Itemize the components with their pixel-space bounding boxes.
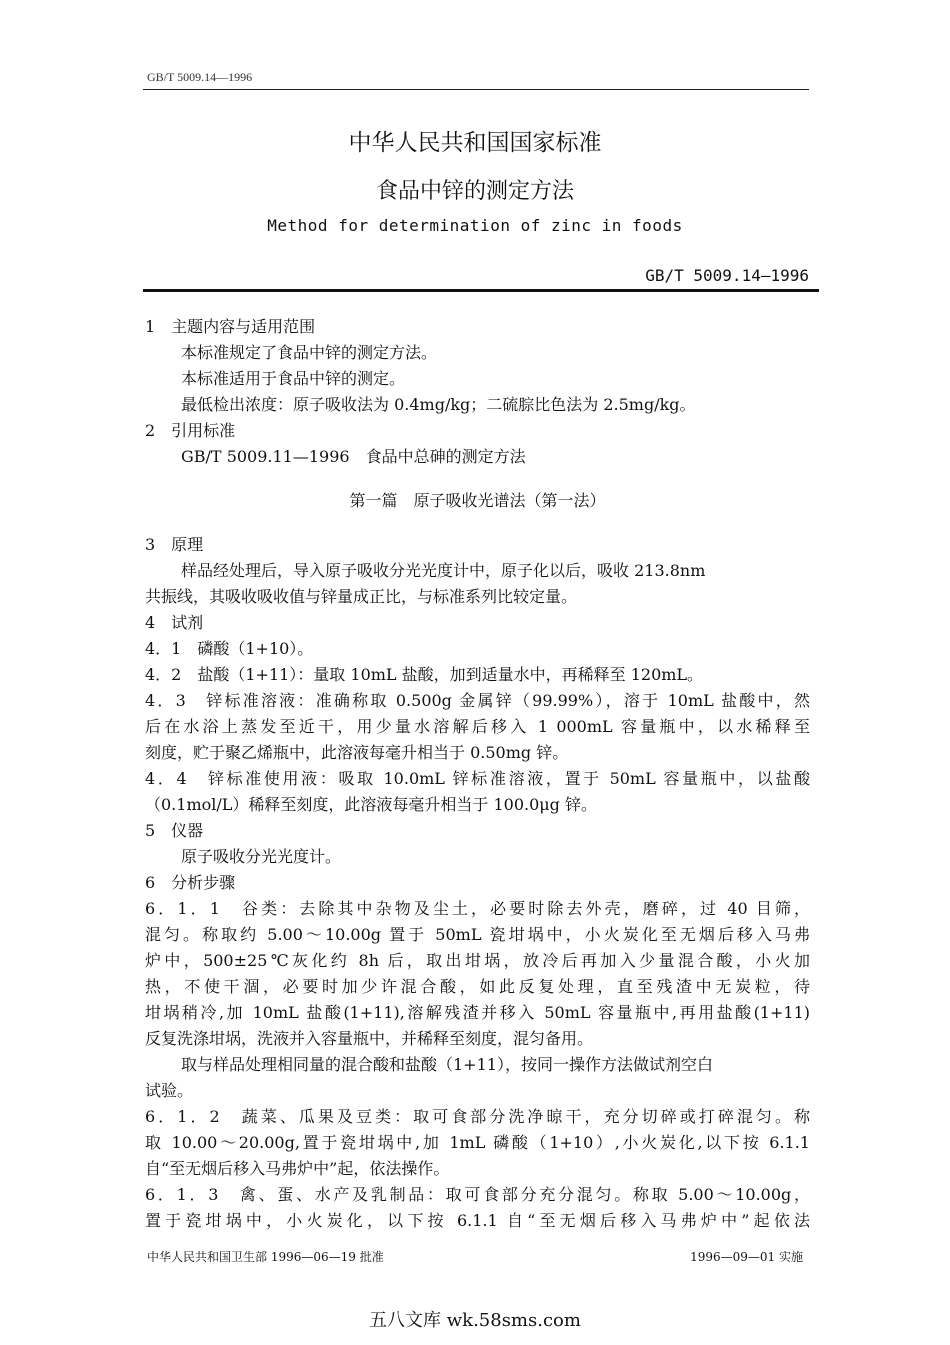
section-heading: 5 仪器 xyxy=(145,821,204,840)
clause-line: 取 10.00～20.00g,置于瓷坩埚中,加 1mL 磷酸（1+10）,小火炭化,以下按 6.1.1 xyxy=(145,1133,810,1152)
standard-number: GB/T 5009.14—1996 xyxy=(645,266,809,285)
clause-line: 置于瓷坩埚中，小火炭化，以下按 6.1.1 自“至无烟后移入马弗炉中”起依法 xyxy=(145,1211,810,1230)
clause-line: 6．1．2 蔬菜、瓜果及豆类：取可食部分洗净晾干，充分切碎或打碎混匀。称 xyxy=(145,1107,810,1126)
document-subtitle: 食品中锌的测定方法 xyxy=(375,179,574,204)
paragraph-line: 本标准规定了食品中锌的测定方法。 xyxy=(181,343,438,362)
clause-line: 混匀。称取约 5.00～10.00g 置于 50mL 瓷坩埚中，小火炭化至无烟后移入马弗 xyxy=(145,925,810,944)
section-heading: 4 试剂 xyxy=(145,613,204,632)
clause-line: 6．1．1 谷类：去除其中杂物及尘土，必要时除去外壳，磨碎，过 40 目筛， xyxy=(145,899,810,918)
clause-line: 炉中，500±25℃灰化约 8h 后，取出坩埚，放冷后再加入少量混合酸，小火加 xyxy=(145,951,810,970)
clause-line: 后在水浴上蒸发至近干，用少量水溶解后移入 1 000mL 容量瓶中，以水稀释至 xyxy=(145,717,810,736)
part-heading: 第一篇 原子吸收光谱法（第一法） xyxy=(349,491,606,510)
clause-line: 刻度，贮于聚乙烯瓶中，此溶液每毫升相当于 0.50mg 锌。 xyxy=(145,743,569,762)
clause-line: 4．4 锌标准使用液：吸取 10.0mL 锌标准溶液，置于 50mL 容量瓶中，以盐酸 xyxy=(145,769,810,788)
document-body xyxy=(145,314,810,1234)
header-rule xyxy=(143,89,809,90)
header-standard-code: GB/T 5009.14—1996 xyxy=(147,70,253,84)
document-english-title: Method for determination of zinc in foods xyxy=(267,216,683,235)
paragraph-line: 试验。 xyxy=(145,1081,194,1100)
clause-line: 热，不使干涸，必要时加少许混合酸，如此反复处理，直至残渣中无炭粒，待 xyxy=(145,977,810,996)
clause-line: 4．3 锌标准溶液：准确称取 0.500g 金属锌（99.99%），溶于 10mL 盐酸中，然 xyxy=(145,691,810,710)
section-heading: 1 主题内容与适用范围 xyxy=(145,317,316,336)
clause-line: 坩埚稍冷,加 10mL 盐酸(1+11),溶解残渣并移入 50mL 容量瓶中,再用盐酸(1+11) xyxy=(145,1003,810,1022)
section-heading: 6 分析步骤 xyxy=(145,873,236,892)
clause-line: 自“至无烟后移入马弗炉中”起，依法操作。 xyxy=(145,1159,450,1178)
paragraph-line: 样品经处理后，导入原子吸收分光光度计中，原子化以后，吸收 213.8nm xyxy=(181,561,706,580)
paragraph-line: 取与样品处理相同量的混合酸和盐酸（1+11），按同一操作方法做试剂空白 xyxy=(181,1055,713,1074)
clause-line: 反复洗涤坩埚，洗液并入容量瓶中，并稀释至刻度，混匀备用。 xyxy=(145,1029,594,1048)
clause-line: 4．1 磷酸（1+10）。 xyxy=(145,639,314,658)
document-title: 中华人民共和国国家标准 xyxy=(348,130,602,156)
effective-date: 1996—09—01 实施 xyxy=(690,1250,803,1264)
paragraph-line: 共振线，其吸收吸收值与锌量成正比，与标准系列比较定量。 xyxy=(145,587,578,606)
reference-line: GB/T 5009.11—1996 食品中总砷的测定方法 xyxy=(181,447,526,466)
paragraph-line: 原子吸收分光光度计。 xyxy=(181,847,342,866)
approval-note: 中华人民共和国卫生部 1996—06—19 批准 xyxy=(147,1250,384,1264)
section-heading: 3 原理 xyxy=(145,535,204,554)
section-heading: 2 引用标准 xyxy=(145,421,236,440)
paragraph-line: 本标准适用于食品中锌的测定。 xyxy=(181,369,406,388)
clause-line: 6．1．3 禽、蛋、水产及乳制品：取可食部分充分混匀。称取 5.00～10.00g， xyxy=(145,1185,810,1204)
paragraph-line: 最低检出浓度：原子吸收法为 0.4mg/kg；二硫腙比色法为 2.5mg/kg。 xyxy=(181,395,696,414)
title-divider xyxy=(143,289,819,292)
clause-line: （0.1mol/L）稀释至刻度，此溶液每毫升相当于 100.0μg 锌。 xyxy=(145,795,598,814)
clause-line: 4．2 盐酸（1+11）：量取 10mL 盐酸，加到适量水中，再稀释至 120mL。 xyxy=(145,665,704,684)
watermark-text: 五八文库 wk.58sms.com xyxy=(369,1310,581,1331)
